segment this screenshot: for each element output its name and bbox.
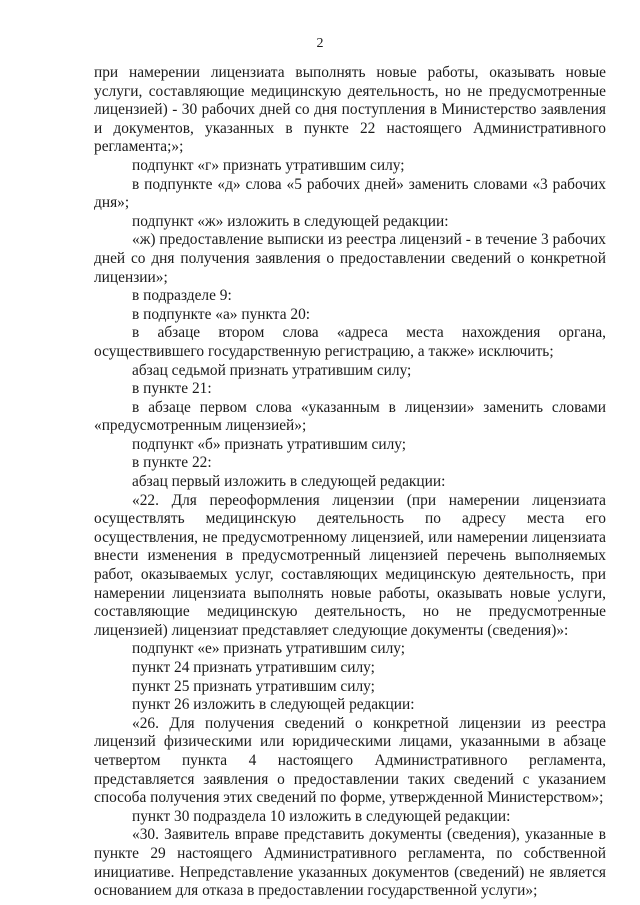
paragraph: подпункт «е» признать утратившим силу; bbox=[132, 640, 406, 658]
paragraph: «22. Для переоформления лицензии (при намерении лицензиата осуществлять медицинскую деятельность по адресу места его осуществления, не предусмотренному лицензией, или намерении лицензиата внести изменения в предусмотренный лицензией перечень выполняемых работ, оказываемых услуг, составляющих медицинскую деятельность, при намерении лицензиата выполнять новые работы, оказывать новые услуги, составляющие медицинскую деятельность, но не предусмотренные лицензией) лицензиат представляет следующие документы (сведения)»: bbox=[94, 491, 606, 639]
page-number: 2 bbox=[316, 36, 324, 51]
paragraph: при намерении лицензиата выполнять новые работы, оказывать новые услуги, составляющие медицинскую деятельность, но не предусмотренные лицензией) - 30 рабочих дней со дня поступления в Министерство заявления и документов, указанных в пункте 22 настоящего Административного регламента;»; bbox=[94, 64, 606, 156]
paragraph: в абзаце первом слова «указанным в лицензии» заменить словами «предусмотренным лицензией»; bbox=[94, 398, 606, 435]
paragraph: в подразделе 9: bbox=[132, 287, 232, 305]
paragraph: пункт 26 изложить в следующей редакции: bbox=[132, 696, 415, 714]
paragraph: подпункт «ж» изложить в следующей редакции: bbox=[132, 212, 449, 230]
paragraph: пункт 25 признать утратившим силу; bbox=[132, 677, 375, 695]
paragraph: «30. Заявитель вправе представить документы (сведения), указанные в пункте 29 настоящего Административного регламента, по собственной инициативе. Непредставление указанных документов (сведений) не является основанием для отказа в предоставлении государственной услуги»; bbox=[94, 826, 606, 900]
paragraph: абзац седьмой признать утратившим силу; bbox=[132, 361, 412, 379]
paragraph: подпункт «б» признать утратившим силу; bbox=[132, 435, 407, 453]
paragraph: в пункте 21: bbox=[132, 380, 212, 398]
paragraph: пункт 30 подраздела 10 изложить в следующей редакции: bbox=[132, 807, 511, 825]
paragraph: абзац первый изложить в следующей редакции: bbox=[132, 473, 446, 491]
paragraph: подпункт «г» признать утратившим силу; bbox=[132, 156, 405, 174]
paragraph: пункт 24 признать утратившим силу; bbox=[132, 659, 375, 676]
paragraph: в подпункте «а» пункта 20: bbox=[132, 305, 311, 323]
paragraph: в подпункте «д» слова «5 рабочих дней» заменить словами «3 рабочих дня»; bbox=[94, 175, 606, 212]
paragraph: «26. Для получения сведений о конкретной лицензии из реестра лицензий физическими или юридическими лицами, указанными в абзаце четвертом пункта 4 настоящего Административного регламента, представляется заявления о предоставлении таких сведений с указанием способа получения этих сведений по форме, утвержденной Министерством»; bbox=[94, 714, 606, 807]
paragraph: в пункте 22: bbox=[132, 454, 212, 472]
document-body bbox=[94, 64, 606, 901]
paragraph: «ж) предоставление выписки из реестра лицензий - в течение 3 рабочих дней со дня получения заявления о предоставлении сведений о конкретной лицензии»; bbox=[94, 231, 606, 286]
paragraph: в абзаце втором слова «адреса места нахождения органа, осуществившего государственную регистрацию, а также» исключить; bbox=[94, 324, 606, 360]
